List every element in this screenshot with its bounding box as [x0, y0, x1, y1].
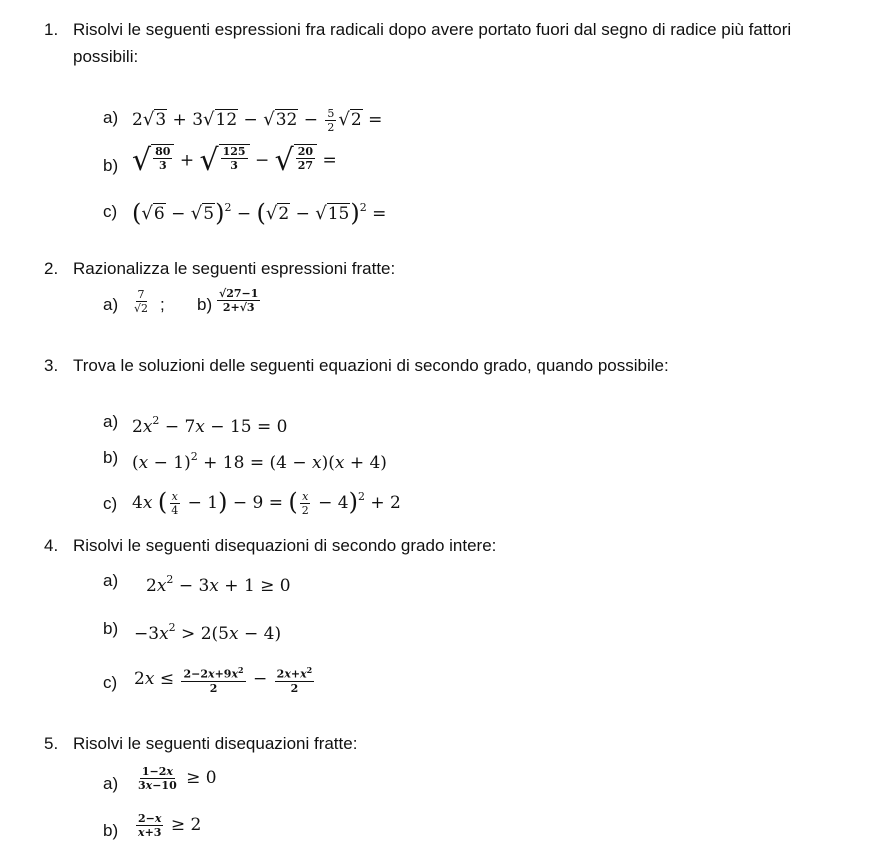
exercise-3-number: 3. — [44, 356, 59, 375]
exercise-5a-expression: $\frac{1-2x}{3x-10}$ ≥ 0 — [138, 765, 217, 792]
exercise-5-number: 5. — [44, 734, 59, 753]
exercise-4b-label: b) — [103, 619, 119, 638]
exercise-2b-expression: $\frac{√27-1}{2+√3}$ — [219, 287, 259, 314]
exercise-3a-expression: $2x^2 - 7x - 15 = 0$ — [132, 414, 288, 437]
exercise-3-title: Trova le soluzioni delle seguenti equazioni di secondo grado, quando possibile: — [73, 356, 669, 375]
exercise-3a-label: a) — [103, 412, 119, 431]
exercise-1b-label: b) — [103, 156, 119, 175]
exercise-1c-label: c) — [103, 202, 118, 221]
exercise-4-title: Risolvi le seguenti disequazioni di secondo grado intere: — [73, 536, 497, 555]
exercise-5-title: Risolvi le seguenti disequazioni fratte: — [73, 734, 358, 753]
exercise-5a-label: a) — [103, 774, 119, 793]
exercise-3b-expression: $(x - 1)^2 + 18 = (4 - x)(x + 4)$ — [132, 450, 387, 473]
exercise-5b-expression: $\frac{2-x}{x+3}$ ≥ 2 — [138, 812, 202, 839]
exercise-5b-label: b) — [103, 821, 119, 840]
exercise-2a-expression: $\frac{7}{√2}$ — [134, 288, 149, 315]
exercise-4-number: 4. — [44, 536, 59, 555]
exercise-3b-label: b) — [103, 448, 119, 467]
exercise-2b-label: b) — [197, 295, 213, 314]
exercise-2-title: Razionalizza le seguenti espressioni fratte: — [73, 259, 396, 278]
exercise-1-title-line-2: possibili: — [73, 47, 139, 66]
exercise-4c-label: c) — [103, 673, 118, 692]
exercise-2a-label: a) — [103, 295, 119, 314]
exercise-2-number: 2. — [44, 259, 59, 278]
exercise-4c-expression: 2x ≤ $\frac{2-2x+9x^2}{2}$ − $\frac{2x+x^2}{2}$ — [134, 665, 313, 695]
exercise-3c-label: c) — [103, 494, 118, 513]
exercise-1-title-line-1: Risolvi le seguenti espressioni fra radicali dopo avere portato fuori dal segno di radice più fattori — [73, 20, 792, 39]
exercise-1b-expression: √ $\frac{80}{3}$ + √ $\frac{125}{3}$ − √ $\frac{20}{27}$ = — [132, 143, 337, 178]
exercise-1c-expression: $(√6 - √5)^2 - (√2 - √15)^2$ = — [132, 199, 387, 227]
exercise-3c-expression: 4x ( $\frac{x}{4}$ − 1) − 9 = ( $\frac{x}{2}$ − 4)$^2$ + 2 — [132, 488, 401, 517]
exercise-1-number: 1. — [44, 20, 59, 39]
exercise-1a-label: a) — [103, 108, 119, 127]
exercise-1a-expression: 2√3 + 3√12 − √32 − $\frac{5}{2}$ √2 = — [132, 107, 383, 134]
exercise-4a-label: a) — [103, 571, 119, 590]
exercise-4a-expression: $2x^2 - 3x + 1 \ge 0$ — [146, 573, 291, 596]
exercise-2-separator: ; — [160, 295, 165, 314]
exercise-4b-expression: $-3x^2 > 2(5x - 4)$ — [134, 621, 282, 644]
